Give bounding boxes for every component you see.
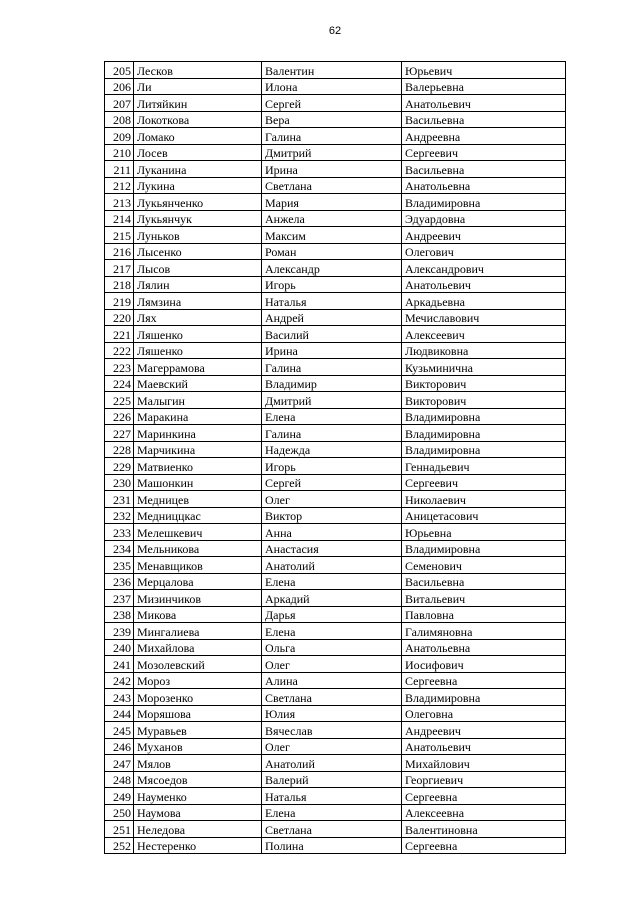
first-name-cell: Мария <box>262 194 402 211</box>
row-number-cell: 214 <box>105 210 134 227</box>
surname-cell: Магеррамова <box>134 359 262 376</box>
table-row <box>105 62 566 79</box>
first-name-cell: Сергей <box>262 95 402 112</box>
row-number-cell: 225 <box>105 392 134 409</box>
row-number-cell: 207 <box>105 95 134 112</box>
patronymic-cell: Сергеевич <box>402 144 566 161</box>
table-row <box>105 375 566 392</box>
first-name-cell: Олег <box>262 491 402 508</box>
patronymic-cell: Владимировна <box>402 689 566 706</box>
table-row <box>105 161 566 178</box>
patronymic-cell: Алексеевна <box>402 804 566 821</box>
first-name-cell: Елена <box>262 804 402 821</box>
surname-cell: Маевский <box>134 375 262 392</box>
row-number-cell: 250 <box>105 804 134 821</box>
first-name-cell: Андрей <box>262 309 402 326</box>
first-name-cell: Василий <box>262 326 402 343</box>
page-number: 62 <box>328 25 342 37</box>
table-row <box>105 722 566 739</box>
table-row <box>105 837 566 854</box>
row-number-cell: 222 <box>105 342 134 359</box>
first-name-cell: Ирина <box>262 342 402 359</box>
surname-cell: Маракина <box>134 408 262 425</box>
patronymic-cell: Аркадьевна <box>402 293 566 310</box>
surname-cell: Морозенко <box>134 689 262 706</box>
table-row <box>105 524 566 541</box>
table-row <box>105 804 566 821</box>
table-row <box>105 738 566 755</box>
surname-cell: Ляшенко <box>134 342 262 359</box>
patronymic-cell: Сергеевна <box>402 672 566 689</box>
first-name-cell: Анна <box>262 524 402 541</box>
surname-cell: Локоткова <box>134 111 262 128</box>
surname-cell: Лысенко <box>134 243 262 260</box>
patronymic-cell: Викторович <box>402 392 566 409</box>
first-name-cell: Елена <box>262 573 402 590</box>
first-name-cell: Валерий <box>262 771 402 788</box>
table-row <box>105 227 566 244</box>
row-number-cell: 216 <box>105 243 134 260</box>
table-row <box>105 276 566 293</box>
patronymic-cell: Викторович <box>402 375 566 392</box>
first-name-cell: Анатолий <box>262 557 402 574</box>
surname-cell: Моряшова <box>134 705 262 722</box>
first-name-cell: Александр <box>262 260 402 277</box>
table-row <box>105 689 566 706</box>
table-row <box>105 656 566 673</box>
row-number-cell: 242 <box>105 672 134 689</box>
table-row <box>105 78 566 95</box>
table-row <box>105 573 566 590</box>
surname-cell: Ломако <box>134 128 262 145</box>
patronymic-cell: Людвиковна <box>402 342 566 359</box>
row-number-cell: 218 <box>105 276 134 293</box>
patronymic-cell: Геннадьевич <box>402 458 566 475</box>
patronymic-cell: Витальевич <box>402 590 566 607</box>
first-name-cell: Наталья <box>262 788 402 805</box>
surname-cell: Науменко <box>134 788 262 805</box>
table-row <box>105 788 566 805</box>
first-name-cell: Светлана <box>262 821 402 838</box>
patronymic-cell: Юрьевна <box>402 524 566 541</box>
row-number-cell: 215 <box>105 227 134 244</box>
surname-cell: Мялов <box>134 755 262 772</box>
surname-cell: Медницев <box>134 491 262 508</box>
first-name-cell: Илона <box>262 78 402 95</box>
surname-cell: Лукьянченко <box>134 194 262 211</box>
row-number-cell: 213 <box>105 194 134 211</box>
surname-cell: Луканина <box>134 161 262 178</box>
patronymic-cell: Владимировна <box>402 194 566 211</box>
patronymic-cell: Владимировна <box>402 540 566 557</box>
first-name-cell: Сергей <box>262 474 402 491</box>
patronymic-cell: Семенович <box>402 557 566 574</box>
surname-cell: Ляшенко <box>134 326 262 343</box>
surname-cell: Машонкин <box>134 474 262 491</box>
table-row <box>105 441 566 458</box>
row-number-cell: 205 <box>105 62 134 79</box>
table-row <box>105 672 566 689</box>
surname-cell: Мизинчиков <box>134 590 262 607</box>
surname-cell: Медниццкас <box>134 507 262 524</box>
surname-cell: Микова <box>134 606 262 623</box>
patronymic-cell: Сергеевна <box>402 788 566 805</box>
row-number-cell: 228 <box>105 441 134 458</box>
table-row <box>105 771 566 788</box>
row-number-cell: 224 <box>105 375 134 392</box>
table-row <box>105 243 566 260</box>
first-name-cell: Олег <box>262 656 402 673</box>
surname-cell: Марчикина <box>134 441 262 458</box>
row-number-cell: 246 <box>105 738 134 755</box>
patronymic-cell: Павловна <box>402 606 566 623</box>
row-number-cell: 229 <box>105 458 134 475</box>
patronymic-cell: Сергеевна <box>402 837 566 854</box>
surname-cell: Лукьянчук <box>134 210 262 227</box>
surname-cell: Мерцалова <box>134 573 262 590</box>
patronymic-cell: Васильевна <box>402 573 566 590</box>
first-name-cell: Светлана <box>262 177 402 194</box>
first-name-cell: Светлана <box>262 689 402 706</box>
names-table <box>104 61 566 854</box>
patronymic-cell: Аницетасович <box>402 507 566 524</box>
patronymic-cell: Галимяновна <box>402 623 566 640</box>
row-number-cell: 232 <box>105 507 134 524</box>
patronymic-cell: Анатольевич <box>402 276 566 293</box>
row-number-cell: 208 <box>105 111 134 128</box>
table-row <box>105 111 566 128</box>
patronymic-cell: Александрович <box>402 260 566 277</box>
row-number-cell: 231 <box>105 491 134 508</box>
patronymic-cell: Андреевич <box>402 227 566 244</box>
row-number-cell: 240 <box>105 639 134 656</box>
surname-cell: Лях <box>134 309 262 326</box>
row-number-cell: 227 <box>105 425 134 442</box>
table-row <box>105 177 566 194</box>
table-row <box>105 705 566 722</box>
first-name-cell: Ирина <box>262 161 402 178</box>
surname-cell: Лысов <box>134 260 262 277</box>
table-row <box>105 128 566 145</box>
row-number-cell: 247 <box>105 755 134 772</box>
first-name-cell: Полина <box>262 837 402 854</box>
surname-cell: Лесков <box>134 62 262 79</box>
first-name-cell: Вера <box>262 111 402 128</box>
surname-cell: Луньков <box>134 227 262 244</box>
row-number-cell: 223 <box>105 359 134 376</box>
first-name-cell: Виктор <box>262 507 402 524</box>
first-name-cell: Ольга <box>262 639 402 656</box>
table-row <box>105 260 566 277</box>
patronymic-cell: Михайлович <box>402 755 566 772</box>
surname-cell: Мороз <box>134 672 262 689</box>
row-number-cell: 235 <box>105 557 134 574</box>
table-row <box>105 540 566 557</box>
patronymic-cell: Валентиновна <box>402 821 566 838</box>
row-number-cell: 234 <box>105 540 134 557</box>
row-number-cell: 236 <box>105 573 134 590</box>
patronymic-cell: Кузьминична <box>402 359 566 376</box>
patronymic-cell: Владимировна <box>402 408 566 425</box>
patronymic-cell: Анатольевна <box>402 177 566 194</box>
surname-cell: Лямзина <box>134 293 262 310</box>
first-name-cell: Дмитрий <box>262 144 402 161</box>
patronymic-cell: Валерьевна <box>402 78 566 95</box>
table-row <box>105 342 566 359</box>
surname-cell: Лялин <box>134 276 262 293</box>
patronymic-cell: Николаевич <box>402 491 566 508</box>
patronymic-cell: Андреевич <box>402 722 566 739</box>
row-number-cell: 233 <box>105 524 134 541</box>
surname-cell: Мелешкевич <box>134 524 262 541</box>
surname-cell: Малыгин <box>134 392 262 409</box>
table-row <box>105 557 566 574</box>
first-name-cell: Надежда <box>262 441 402 458</box>
surname-cell: Ли <box>134 78 262 95</box>
table-row <box>105 606 566 623</box>
first-name-cell: Аркадий <box>262 590 402 607</box>
first-name-cell: Анжела <box>262 210 402 227</box>
first-name-cell: Алина <box>262 672 402 689</box>
patronymic-cell: Иосифович <box>402 656 566 673</box>
table-row <box>105 491 566 508</box>
first-name-cell: Анатолий <box>262 755 402 772</box>
table-row <box>105 144 566 161</box>
patronymic-cell: Васильевна <box>402 161 566 178</box>
row-number-cell: 238 <box>105 606 134 623</box>
row-number-cell: 211 <box>105 161 134 178</box>
table-row <box>105 507 566 524</box>
row-number-cell: 249 <box>105 788 134 805</box>
table-row <box>105 326 566 343</box>
row-number-cell: 217 <box>105 260 134 277</box>
first-name-cell: Дмитрий <box>262 392 402 409</box>
row-number-cell: 243 <box>105 689 134 706</box>
row-number-cell: 245 <box>105 722 134 739</box>
surname-cell: Лосев <box>134 144 262 161</box>
table-row <box>105 425 566 442</box>
row-number-cell: 237 <box>105 590 134 607</box>
names-table-body <box>105 62 566 854</box>
patronymic-cell: Георгиевич <box>402 771 566 788</box>
row-number-cell: 252 <box>105 837 134 854</box>
row-number-cell: 206 <box>105 78 134 95</box>
row-number-cell: 210 <box>105 144 134 161</box>
patronymic-cell: Олеговна <box>402 705 566 722</box>
table-row <box>105 755 566 772</box>
surname-cell: Михайлова <box>134 639 262 656</box>
first-name-cell: Галина <box>262 425 402 442</box>
first-name-cell: Игорь <box>262 276 402 293</box>
row-number-cell: 248 <box>105 771 134 788</box>
table-row <box>105 474 566 491</box>
surname-cell: Мингалиева <box>134 623 262 640</box>
surname-cell: Нестеренко <box>134 837 262 854</box>
row-number-cell: 230 <box>105 474 134 491</box>
table-row <box>105 293 566 310</box>
first-name-cell: Дарья <box>262 606 402 623</box>
surname-cell: Мясоедов <box>134 771 262 788</box>
patronymic-cell: Анатольевич <box>402 95 566 112</box>
first-name-cell: Игорь <box>262 458 402 475</box>
row-number-cell: 241 <box>105 656 134 673</box>
row-number-cell: 219 <box>105 293 134 310</box>
row-number-cell: 239 <box>105 623 134 640</box>
first-name-cell: Валентин <box>262 62 402 79</box>
surname-cell: Мозолевский <box>134 656 262 673</box>
patronymic-cell: Владимировна <box>402 425 566 442</box>
surname-cell: Лукина <box>134 177 262 194</box>
surname-cell: Муханов <box>134 738 262 755</box>
table-row <box>105 639 566 656</box>
first-name-cell: Владимир <box>262 375 402 392</box>
patronymic-cell: Андреевна <box>402 128 566 145</box>
first-name-cell: Вячеслав <box>262 722 402 739</box>
patronymic-cell: Сергеевич <box>402 474 566 491</box>
first-name-cell: Галина <box>262 128 402 145</box>
surname-cell: Маринкина <box>134 425 262 442</box>
row-number-cell: 244 <box>105 705 134 722</box>
first-name-cell: Олег <box>262 738 402 755</box>
row-number-cell: 209 <box>105 128 134 145</box>
first-name-cell: Наталья <box>262 293 402 310</box>
patronymic-cell: Анатольевна <box>402 639 566 656</box>
first-name-cell: Максим <box>262 227 402 244</box>
patronymic-cell: Юрьевич <box>402 62 566 79</box>
patronymic-cell: Васильевна <box>402 111 566 128</box>
surname-cell: Муравьев <box>134 722 262 739</box>
surname-cell: Матвиенко <box>134 458 262 475</box>
patronymic-cell: Олегович <box>402 243 566 260</box>
patronymic-cell: Эдуардовна <box>402 210 566 227</box>
table-row <box>105 95 566 112</box>
table-row <box>105 623 566 640</box>
surname-cell: Мельникова <box>134 540 262 557</box>
row-number-cell: 212 <box>105 177 134 194</box>
row-number-cell: 251 <box>105 821 134 838</box>
surname-cell: Менавщиков <box>134 557 262 574</box>
first-name-cell: Анастасия <box>262 540 402 557</box>
patronymic-cell: Владимировна <box>402 441 566 458</box>
table-row <box>105 359 566 376</box>
first-name-cell: Роман <box>262 243 402 260</box>
table-row <box>105 458 566 475</box>
table-row <box>105 408 566 425</box>
surname-cell: Неледова <box>134 821 262 838</box>
patronymic-cell: Алексеевич <box>402 326 566 343</box>
row-number-cell: 221 <box>105 326 134 343</box>
table-row <box>105 392 566 409</box>
row-number-cell: 220 <box>105 309 134 326</box>
table-row <box>105 194 566 211</box>
surname-cell: Наумова <box>134 804 262 821</box>
first-name-cell: Галина <box>262 359 402 376</box>
table-row <box>105 821 566 838</box>
first-name-cell: Елена <box>262 408 402 425</box>
patronymic-cell: Мечиславович <box>402 309 566 326</box>
table-row <box>105 590 566 607</box>
first-name-cell: Елена <box>262 623 402 640</box>
patronymic-cell: Анатольевич <box>402 738 566 755</box>
surname-cell: Литяйкин <box>134 95 262 112</box>
row-number-cell: 226 <box>105 408 134 425</box>
table-row <box>105 210 566 227</box>
table-row <box>105 309 566 326</box>
first-name-cell: Юлия <box>262 705 402 722</box>
